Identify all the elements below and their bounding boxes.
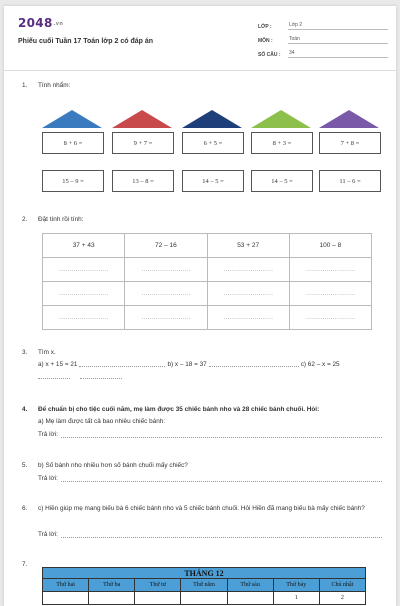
answer-cell[interactable]: …………………… (125, 258, 207, 282)
subtraction-box: 11 – 6 = (319, 170, 381, 192)
table-row (43, 306, 372, 330)
logo-text: 2048 (18, 16, 53, 30)
find-x-c: c) 62 – x = 25 (300, 361, 340, 368)
meta-label: LỚP : (258, 24, 272, 30)
question-number: 3. (22, 349, 28, 356)
worksheet-title: Phiếu cuối Tuần 17 Toán lớp 2 có đáp án (18, 38, 154, 45)
subtraction-box: 14 – 5 = (251, 170, 313, 192)
calculation-table (42, 233, 372, 330)
calendar-day (181, 592, 227, 604)
table-header-row (43, 234, 372, 258)
calendar-day-headers (42, 579, 366, 592)
find-x-b: b) x – 18 = 37 (167, 361, 207, 368)
addition-box: 8 + 3 = (251, 132, 313, 154)
question-text: Tính nhẩm: (38, 82, 71, 89)
meta-value: Lớp 2 (288, 22, 388, 30)
find-x-row (38, 361, 383, 368)
header-divider (4, 70, 396, 71)
meta-label: SỐ CÂU : (258, 52, 281, 58)
calendar-day: 2 (340, 594, 345, 601)
question-4 (22, 406, 382, 413)
question-text: Đặt tính rồi tính: (38, 216, 84, 223)
question-2 (22, 216, 83, 223)
day-header: Thứ hai (43, 579, 89, 591)
question-text: Tìm x. (38, 349, 56, 356)
question-number: 1. (22, 82, 28, 89)
day-header: Thứ năm (181, 579, 227, 591)
table-cell: 100 – 8 (289, 234, 371, 258)
answer-line[interactable] (79, 361, 165, 367)
calendar-title: THÁNG 12 (42, 567, 366, 579)
meta-row-class (258, 16, 388, 30)
meta-info (258, 16, 388, 58)
question-number: 2. (22, 216, 28, 223)
answer-cell[interactable]: …………………… (207, 282, 289, 306)
day-header: Thứ bảy (274, 579, 320, 591)
day-header: Thứ sáu (228, 579, 274, 591)
question-3 (22, 349, 56, 356)
answer-cell[interactable]: …………………… (125, 306, 207, 330)
calendar-day (135, 592, 181, 604)
answer-cell[interactable]: …………………… (125, 282, 207, 306)
subtraction-box: 14 – 5 = (182, 170, 244, 192)
question-number: 6. (22, 505, 28, 512)
roof-triangle-blue (42, 110, 102, 128)
answer-label: Trả lời: (38, 431, 58, 438)
answer-line[interactable] (38, 378, 70, 379)
meta-value: Toán (288, 36, 388, 44)
subtraction-box: 15 – 9 = (42, 170, 104, 192)
roof-triangle-red (112, 110, 172, 128)
answer-row (38, 475, 382, 482)
roof-triangle-purple (319, 110, 379, 128)
question-number: 7. (22, 561, 28, 568)
answer-cell[interactable]: …………………… (43, 306, 125, 330)
roof-triangle-green (251, 110, 311, 128)
find-x-continuation (38, 374, 122, 381)
table-row (43, 258, 372, 282)
roof-triangle-navy (182, 110, 242, 128)
question-7 (22, 561, 38, 568)
answer-cell[interactable]: …………………… (289, 306, 371, 330)
calendar-day: 1 (274, 592, 320, 604)
answer-cell[interactable]: …………………… (43, 258, 125, 282)
question-text: Để chuẩn bị cho tiệc cuối năm, mẹ làm được 35 chiếc bánh nho và 28 chiếc bánh chuối. Hỏi: (38, 406, 320, 413)
answer-cell[interactable]: …………………… (289, 258, 371, 282)
worksheet-page (4, 6, 396, 606)
day-header: Thứ tư (135, 579, 181, 591)
table-cell: 53 + 27 (207, 234, 289, 258)
answer-row (38, 431, 382, 438)
answer-line[interactable] (209, 361, 299, 367)
table-row (43, 282, 372, 306)
answer-label: Trả lời: (38, 531, 58, 538)
roof-triangles (40, 110, 378, 130)
answer-label: Trả lời: (38, 475, 58, 482)
meta-value: 34 (288, 50, 388, 58)
answer-cell[interactable]: …………………… (207, 258, 289, 282)
day-header: Thứ ba (89, 579, 135, 591)
question-number: 5. (22, 462, 28, 469)
calendar-day (89, 592, 135, 604)
answer-line[interactable] (61, 531, 382, 538)
answer-row (38, 531, 382, 538)
table-cell: 72 – 16 (125, 234, 207, 258)
meta-row-count (258, 44, 388, 58)
answer-cell[interactable]: …………………… (43, 282, 125, 306)
day-header: Chủ nhật (331, 582, 354, 588)
table-cell: 37 + 43 (43, 234, 125, 258)
addition-box: 7 + 8 = (319, 132, 381, 154)
meta-label: MÔN : (258, 38, 273, 44)
answer-line[interactable] (61, 431, 382, 438)
answer-line[interactable] (80, 378, 122, 379)
addition-box: 9 + 7 = (112, 132, 174, 154)
calendar-day (228, 592, 274, 604)
addition-box: 6 + 5 = (182, 132, 244, 154)
calendar-day (43, 592, 89, 604)
december-calendar (42, 567, 366, 605)
worksheet-header (18, 16, 382, 64)
subtraction-box: 13 – 8 = (112, 170, 174, 192)
question-6 (22, 503, 382, 514)
question-text: b) Số bánh nho nhiều hơn số bánh chuối mấy chiếc? (38, 462, 188, 469)
logo-suffix: .vn (53, 20, 64, 27)
answer-cell[interactable]: …………………… (289, 282, 371, 306)
find-x-a: a) x + 15 = 21 (38, 361, 78, 368)
question-5 (22, 462, 188, 469)
answer-cell[interactable]: …………………… (207, 306, 289, 330)
site-logo[interactable] (18, 16, 63, 30)
answer-line[interactable] (61, 475, 382, 482)
meta-row-subject (258, 30, 388, 44)
question-1 (22, 82, 70, 89)
question-4-sub: a) Mẹ làm được tất cả bao nhiêu chiếc bánh: (38, 418, 166, 425)
question-text: c) Hiền giúp mẹ mang biếu bà 6 chiếc bánh nho và 5 chiếc bánh chuối. Hỏi Hiền đã mang biếu bà mấy chiếc bánh? (38, 505, 365, 512)
addition-box: 8 + 6 = (42, 132, 104, 154)
question-number: 4. (22, 406, 28, 413)
calendar-week (42, 592, 366, 605)
